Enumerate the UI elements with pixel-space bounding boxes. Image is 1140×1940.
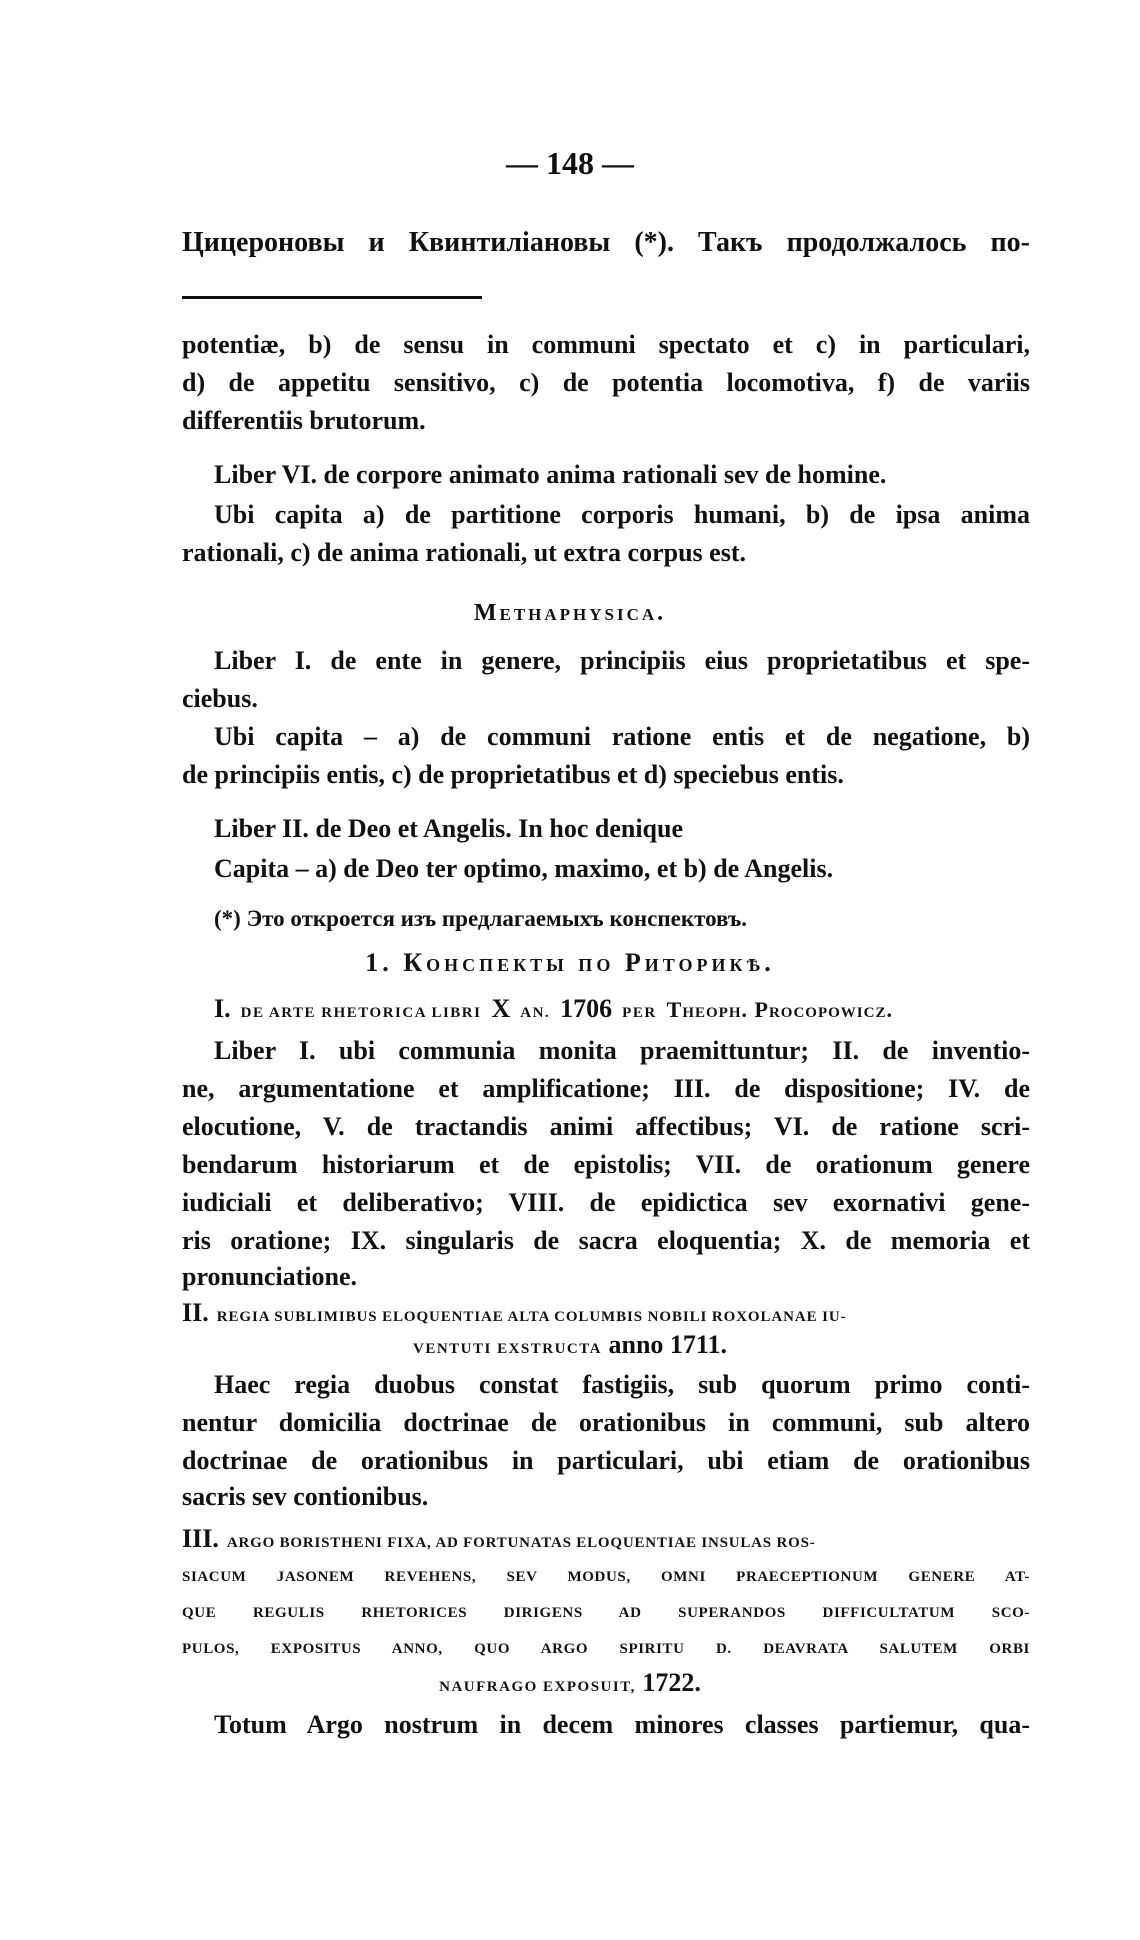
title-entry-3-cont (0, 1668, 1140, 1702)
entry-title: REGIA SUBLIMIBUS ELOQUENTIAE ALTA COLUMBIS NOBILI ROXOLANAE IU- (216, 1309, 847, 1325)
text-line: Liber VI. de corpore animato anima rationali sev de homine. (214, 460, 887, 489)
title-entry-1 (214, 994, 1030, 1028)
text-line: ciebus. (182, 684, 258, 713)
text-line: bendarum historiarum et de epistolis; VII. de orationum genere (182, 1150, 1030, 1179)
entry-title: DE ARTE RHETORICA LIBRI (240, 1005, 482, 1021)
text-line: Totum Argo nostrum in decem minores classes partiemur, qua- (214, 1710, 1030, 1739)
entry-year: 1706 (560, 994, 613, 1023)
entry-numeral: I. (214, 994, 231, 1023)
text-line: Ubi capita a) de partitione corporis humani, b) de ipsa anima (214, 500, 1030, 529)
section-heading-metaphysica: Methaphysica. (473, 600, 667, 626)
title-entry-2 (182, 1298, 1030, 1332)
text-line: d) de appetitu sensitivo, c) de potentia locomotiva, f) de variis (182, 368, 1030, 397)
text-line: pronunciatione. (182, 1262, 358, 1291)
text-line: Haec regia duobus constat fastigiis, sub quorum primo conti- (214, 1370, 1030, 1399)
footnote-rule (182, 296, 482, 299)
text-line: de principiis entis, c) de proprietatibus et d) speciebus entis. (182, 760, 844, 789)
text-line: iudiciali et deliberativo; VIII. de epidictica sev exornativi gene- (182, 1188, 1030, 1217)
text-line: Liber I. ubi communia monita praemittuntur; II. de inventio- (214, 1036, 1030, 1065)
header-line: Цицероновы и Квинтиліановы (*). Такъ продолжалось по- (182, 227, 1030, 258)
title-entry-3-line: PULOS, EXPOSITUS ANNO, QUO ARGO SPIRITU D. DEAVRATA SALUTEM ORBI (182, 1641, 1030, 1657)
entry-year: 1722. (642, 1668, 701, 1697)
entry-year: anno 1711. (608, 1330, 727, 1359)
entry-title-cont: NAUFRAGO EXPOSUIT, (439, 1679, 636, 1695)
entry-numeral: II. (182, 1298, 209, 1327)
entry-per: PER (622, 1005, 657, 1021)
text-line: Capita – a) de Deo ter optimo, maximo, et b) de Angelis. (214, 854, 834, 883)
entry-title-cont: VENTUTI EXSTRUCTA (412, 1341, 602, 1357)
text-line: ris oratione; IX. singularis de sacra eloquentia; X. de memoria et (182, 1226, 1030, 1255)
text-line: Liber II. de Deo et Angelis. In hoc denique (214, 814, 684, 843)
entry-title: ARGO BORISTHENI FIXA, AD FORTUNATAS ELOQUENTIAE INSULAS ROS- (226, 1535, 816, 1551)
text-line: ne, argumentatione et amplificatione; III. de dispositione; IV. de (182, 1074, 1030, 1103)
title-entry-3-line: SIACUM JASONEM REVEHENS, SEV MODUS, OMNI PRAECEPTIONUM GENERE AT- (182, 1569, 1030, 1585)
text-line: Liber I. de ente in genere, principiis eius proprietatibus et spe- (214, 646, 1030, 675)
title-entry-3 (182, 1524, 1030, 1558)
entry-an: AN. (520, 1005, 551, 1021)
entry-numeral: III. (182, 1524, 219, 1553)
page-number: — 148 — (506, 145, 634, 181)
title-entry-3-line: QUE REGULIS RHETORICES DIRIGENS AD SUPERANDOS DIFFICULTATUM SCO- (182, 1605, 1030, 1621)
title-entry-2-cont (0, 1330, 1140, 1364)
text-line: Ubi capita – a) de communi ratione entis et de negatione, b) (214, 722, 1030, 751)
text-line: rationali, c) de anima rationali, ut extra corpus est. (182, 538, 746, 567)
footnote: (*) Это откроется изъ предлагаемыхъ конспектовъ. (214, 906, 747, 931)
entry-author: Theoph. Procopowicz. (666, 997, 893, 1022)
text-line: differentiis brutorum. (182, 406, 426, 435)
text-line: sacris sev contionibus. (182, 1482, 429, 1511)
entry-count: X (491, 994, 511, 1023)
text-line: doctrinae de orationibus in particulari, ubi etiam de orationibus (182, 1446, 1030, 1475)
text-line: elocutione, V. de tractandis animi affectibus; VI. de ratione scri- (182, 1112, 1030, 1141)
text-line: potentiæ, b) de sensu in communi spectato et c) in particulari, (182, 330, 1030, 359)
section-heading-rhetoric: 1. Конспекты по Риторикѣ. (365, 948, 775, 977)
text-line: nentur domicilia doctrinae de orationibus in communi, sub altero (182, 1408, 1030, 1437)
